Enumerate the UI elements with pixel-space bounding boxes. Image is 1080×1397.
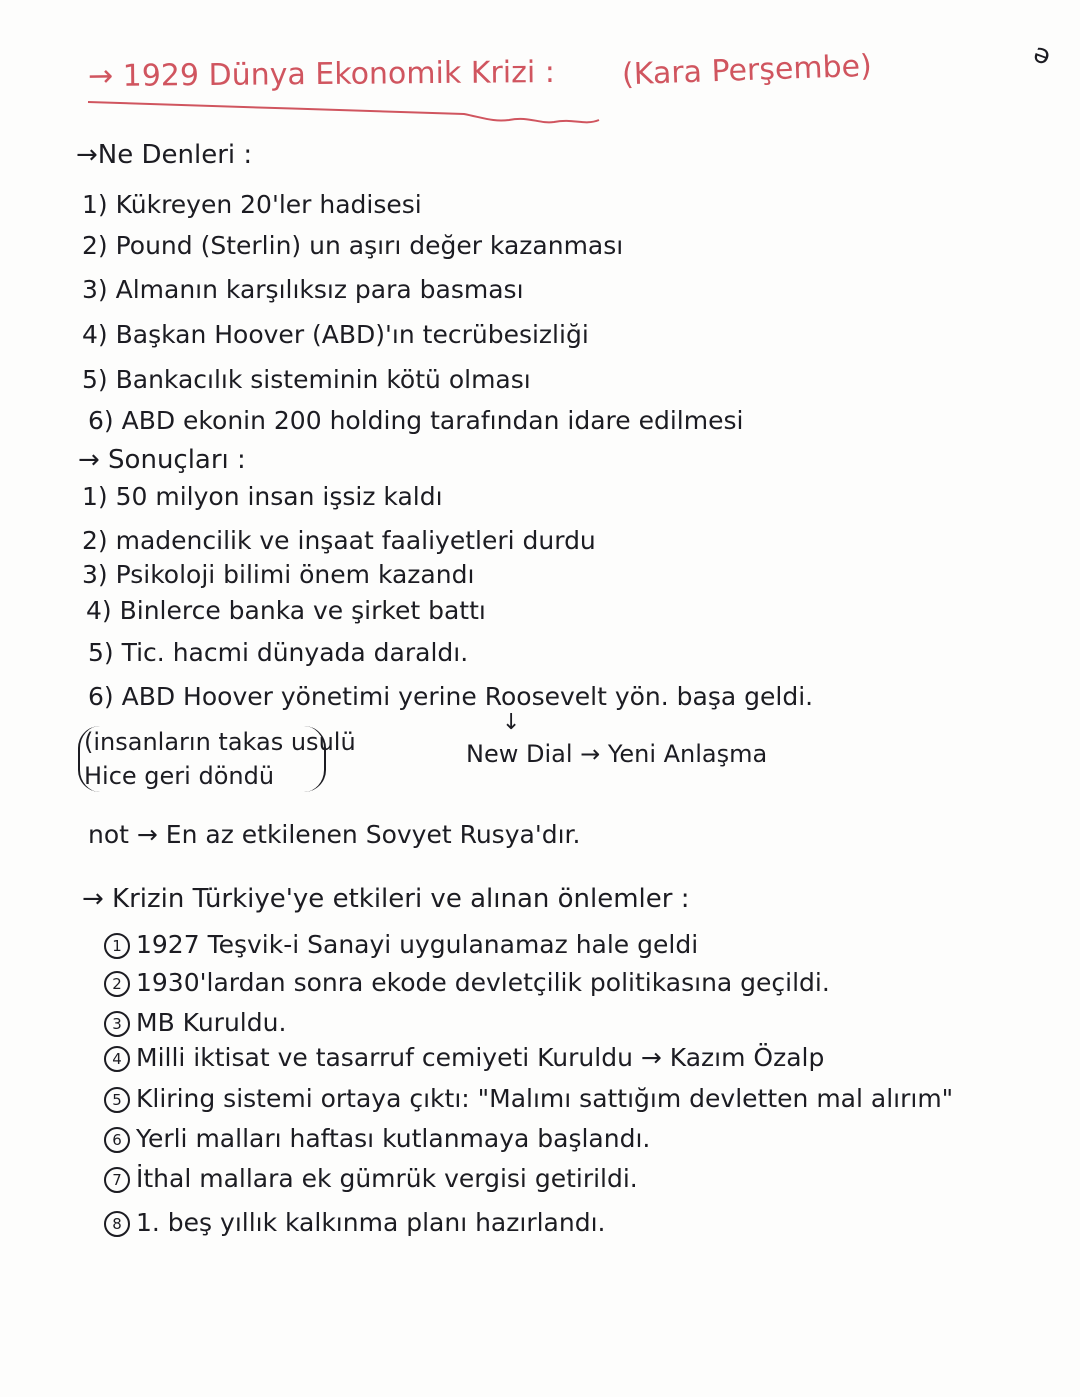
results-heading: → Sonuçları : (78, 445, 246, 475)
cause-item-3: 3) Almanın karşılıksız para basması (82, 275, 524, 304)
paren-note-line-1: (insanların takas usulü (84, 728, 356, 756)
cause-item-2: 2) Pound (Sterlin) un aşırı değer kazanması (82, 231, 624, 260)
paren-note-line-2: Hice geri döndü (84, 762, 275, 790)
turkey-item-7: 7 İthal mallara ek gümrük vergisi getirildi. (104, 1166, 638, 1193)
cause-item-5: 5) Bankacılık sisteminin kötü olması (82, 365, 531, 394)
turkey-item-1: 1 1927 Teşvik-i Sanayi uygulanamaz hale geldi (104, 932, 698, 959)
result-item-1: 1) 50 milyon insan işsiz kaldı (82, 482, 443, 511)
turkey-heading: → Krizin Türkiye'ye etkileri ve alınan önlemler : (82, 884, 690, 914)
cause-item-6: 6) ABD ekonin 200 holding tarafından idare edilmesi (88, 406, 744, 435)
circled-number: 6 (104, 1127, 130, 1153)
title-underline (84, 96, 604, 130)
circled-number: 8 (104, 1211, 130, 1237)
result-item-5: 5) Tic. hacmi dünyada daraldı. (88, 638, 469, 667)
page-title: → 1929 Dünya Ekonomik Krizi : (87, 54, 556, 95)
circled-number: 5 (104, 1087, 130, 1113)
turkey-item-2: 2 1930'lardan sonra ekode devletçilik politikasına geçildi. (104, 970, 830, 997)
turkey-item-6: 6 Yerli malları haftası kutlanmaya başlandı. (104, 1126, 650, 1153)
turkey-item-8: 8 1. beş yıllık kalkınma planı hazırlandı. (104, 1210, 605, 1237)
turkey-item-5: 5 Kliring sistemi ortaya çıktı: "Malımı sattığım devletten mal alırım" (104, 1086, 953, 1113)
circled-number: 2 (104, 971, 130, 997)
result-item-4: 4) Binlerce banka ve şirket battı (86, 596, 486, 625)
cause-item-4: 4) Başkan Hoover (ABD)'ın tecrübesizliği (82, 320, 589, 349)
new-deal-note: New Dial → Yeni Anlaşma (466, 740, 768, 768)
circled-number: 4 (104, 1046, 130, 1072)
circled-number: 7 (104, 1167, 130, 1193)
circled-number: 1 (104, 933, 130, 959)
circled-number: 3 (104, 1011, 130, 1037)
result-item-2: 2) madencilik ve inşaat faaliyetleri durdu (82, 526, 596, 555)
result-item-6: 6) ABD Hoover yönetimi yerine Roosevelt yön. başa geldi. (88, 682, 814, 711)
page-subtitle: (Kara Perşembe) (621, 48, 873, 93)
note-line: not → En az etkilenen Sovyet Rusya'dır. (88, 820, 581, 849)
causes-heading: →Ne Denleri : (76, 140, 253, 170)
cause-item-1: 1) Kükreyen 20'ler hadisesi (82, 190, 422, 219)
result-item-3: 3) Psikoloji bilimi önem kazandı (82, 560, 475, 589)
turkey-item-3: 3 MB Kuruldu. (104, 1010, 286, 1037)
corner-mark: ǝ (1029, 38, 1055, 72)
turkey-item-4: 4 Milli iktisat ve tasarruf cemiyeti Kuruldu → Kazım Özalp (104, 1045, 824, 1072)
arrow-down-icon: ↓ (502, 710, 521, 735)
